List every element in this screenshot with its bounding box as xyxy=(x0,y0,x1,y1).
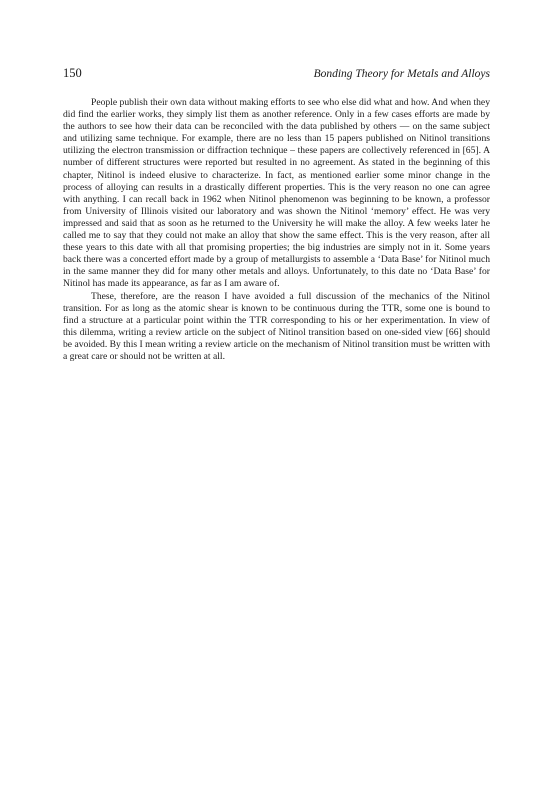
page-number: 150 xyxy=(63,66,82,80)
running-title: Bonding Theory for Metals and Alloys xyxy=(313,68,490,80)
paragraph: These, therefore, are the reason I have avoided a full discussion of the mechanics of the Nitinol transition. For as long as the atomic shear is known to be continuous during the TTR, some one is bound to find a structure at a particular point within the TTR corresponding to his or her experimentation. In view of this dilemma, writing a review article on the subject of Nitinol transition based on one-sided view [66] should be avoided. By this I mean writing a review article on the mechanism of Nitinol transition must be written with a great care or should not be written at all. xyxy=(63,290,490,362)
body-text xyxy=(63,97,490,363)
paragraph: People publish their own data without making efforts to see who else did what and how. And when they did find the earlier works, they simply list them as another reference. Only in a few cases efforts are made by the authors to see how their data can be reconciled with the data published by others — on the same subject and utilizing same technique. For example, there are no less than 15 papers published on Nitinol transitions utilizing the electron transmission or diffraction technique – these papers are collectively referenced in [65]. A number of different structures were reported but resulted in no agreement. As stated in the beginning of this chapter, Nitinol is indeed elusive to characterize. In fact, as mentioned earlier some minor change in the process of alloying can results in a drastically different properties. This is the very reason no one can agree with anything. I can recall back in 1962 when Nitinol phenomenon was beginning to be known, a professor from University of Illinois visited our laboratory and was shown the Nitinol ‘memory’ effect. He was very impressed and said that as soon as he returned to the University he will make the alloy. A few weeks later he called me to say that they could not make an alloy that show the same effect. This is the very reason, after all these years to this date with all that promising properties; the big industries are simply not in it. Some years back there was a concerted effort made by a group of metallurgists to assemble a ‘Data Base’ for Nitinol much in the same manner they did for many other metals and alloys. Unfortunately, to this date no ‘Data Base’ for Nitinol has made its appearance, as far as I am aware of. xyxy=(63,97,490,290)
page-header xyxy=(63,66,490,81)
